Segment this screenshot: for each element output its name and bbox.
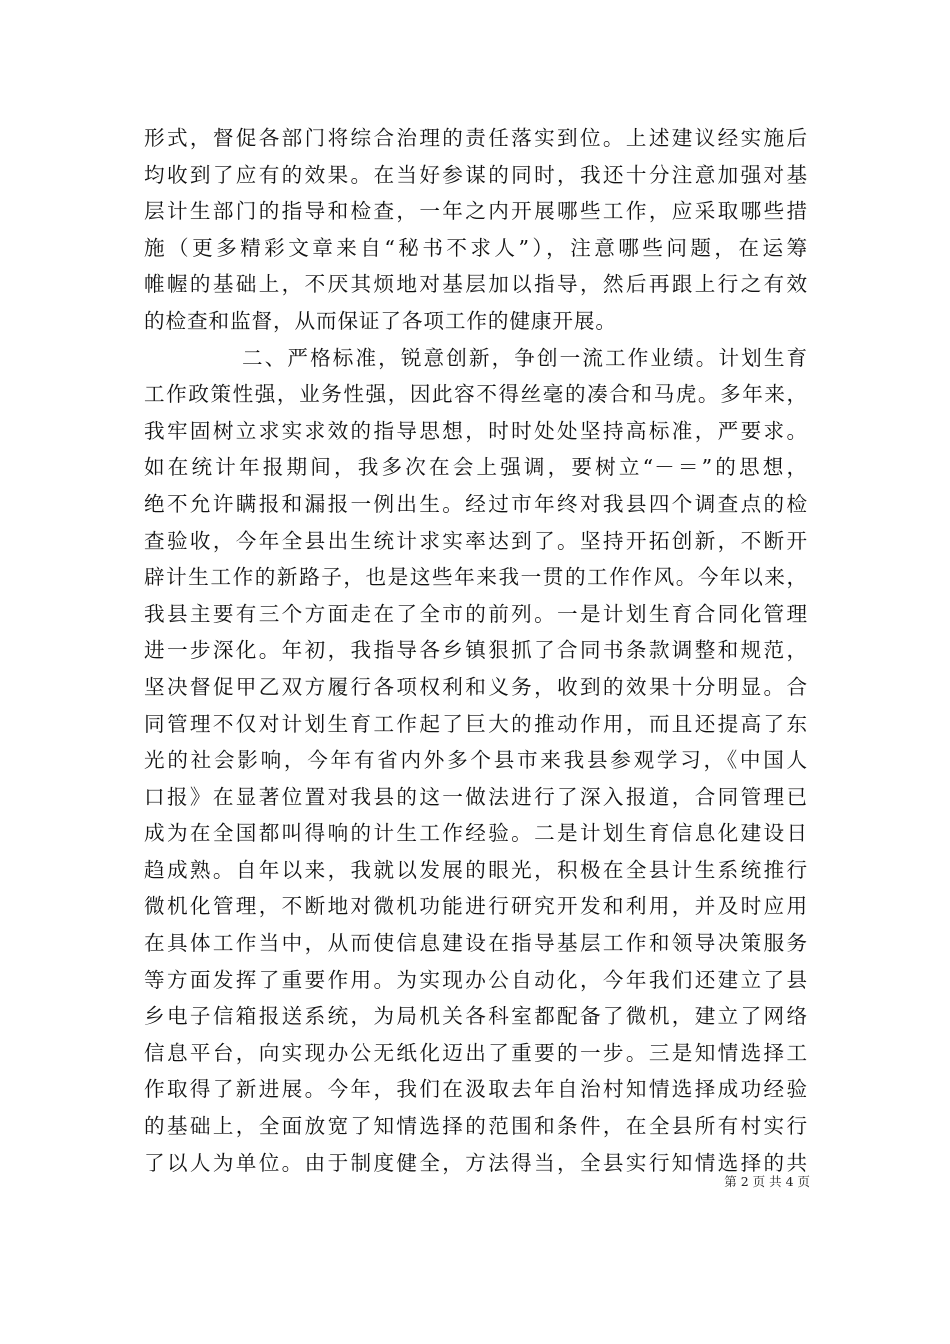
text-line: 信息平台，向实现办公无纸化迈出了重要的一步。三是知情选择工	[144, 1040, 808, 1065]
text-line: 绝不允许瞒报和漏报一例出生。经过市年终对我县四个调查点的检	[144, 491, 808, 516]
text-line: 等方面发挥了重要作用。为实现办公自动化，今年我们还建立了县	[144, 967, 808, 992]
text-line: 在具体工作当中，从而使信息建设在指导基层工作和领导决策服务	[144, 931, 808, 956]
text-line: 的基础上，全面放宽了知情选择的范围和条件，在全县所有村实行	[144, 1114, 808, 1139]
text-line: 成为在全国都叫得响的计生工作经验。二是计划生育信息化建设日	[144, 821, 808, 846]
text-line: 坚决督促甲乙双方履行各项权利和义务，收到的效果十分明显。合	[144, 674, 808, 699]
text-line: 施（更多精彩文章来自“秘书不求人”），注意哪些问题，在运筹	[144, 235, 808, 260]
text-line: 口报》在显著位置对我县的这一做法进行了深入报道，合同管理已	[144, 784, 808, 809]
text-line: 辟计生工作的新路子，也是这些年来我一贯的工作作风。今年以来，	[144, 565, 808, 590]
text-line: 我牢固树立求实求效的指导思想，时时处处坚持高标准，严要求。	[144, 418, 808, 443]
text-line: 光的社会影响，今年有省内外多个县市来我县参观学习，《中国人	[144, 748, 808, 773]
text-line: 如在统计年报期间，我多次在会上强调，要树立“－＝”的思想，	[144, 455, 808, 480]
text-line: 工作政策性强，业务性强，因此容不得丝毫的凑合和马虎。多年来，	[144, 382, 808, 407]
text-line: 乡电子信箱报送系统，为局机关各科室都配备了微机，建立了网络	[144, 1004, 808, 1029]
text-line: 进一步深化。年初，我指导各乡镇狠抓了合同书条款调整和规范，	[144, 638, 808, 663]
text-line: 作取得了新进展。今年，我们在汲取去年自治村知情选择成功经验	[144, 1077, 808, 1102]
text-line: 我县主要有三个方面走在了全市的前列。一是计划生育合同化管理	[144, 601, 808, 626]
text-line: 了以人为单位。由于制度健全，方法得当，全县实行知情选择的共	[144, 1150, 808, 1175]
page-number: 第 2 页 共 4 页	[724, 1174, 810, 1189]
text-line: 的检查和监督，从而保证了各项工作的健康开展。	[144, 308, 617, 333]
text-line: 帷幄的基础上，不厌其烦地对基层加以指导，然后再跟上行之有效	[144, 272, 808, 297]
text-line: 同管理不仅对计划生育工作起了巨大的推动作用，而且还提高了东	[144, 711, 808, 736]
text-line: 形式，督促各部门将综合治理的责任落实到位。上述建议经实施后	[144, 126, 808, 150]
text-line: 层计生部门的指导和检查，一年之内开展哪些工作，应采取哪些措	[144, 199, 808, 224]
text-line: 趋成熟。自年以来，我就以发展的眼光，积极在全县计生系统推行	[144, 857, 808, 882]
section-heading-line: 二、严格标准，锐意创新，争创一流工作业绩。计划生育	[242, 345, 808, 370]
text-line: 均收到了应有的效果。在当好参谋的同时，我还十分注意加强对基	[144, 162, 808, 187]
text-line: 查验收，今年全县出生统计求实率达到了。坚持开拓创新，不断开	[144, 528, 808, 553]
text-line: 微机化管理，不断地对微机功能进行研究开发和利用，并及时应用	[144, 894, 808, 919]
body-text	[144, 120, 808, 1181]
